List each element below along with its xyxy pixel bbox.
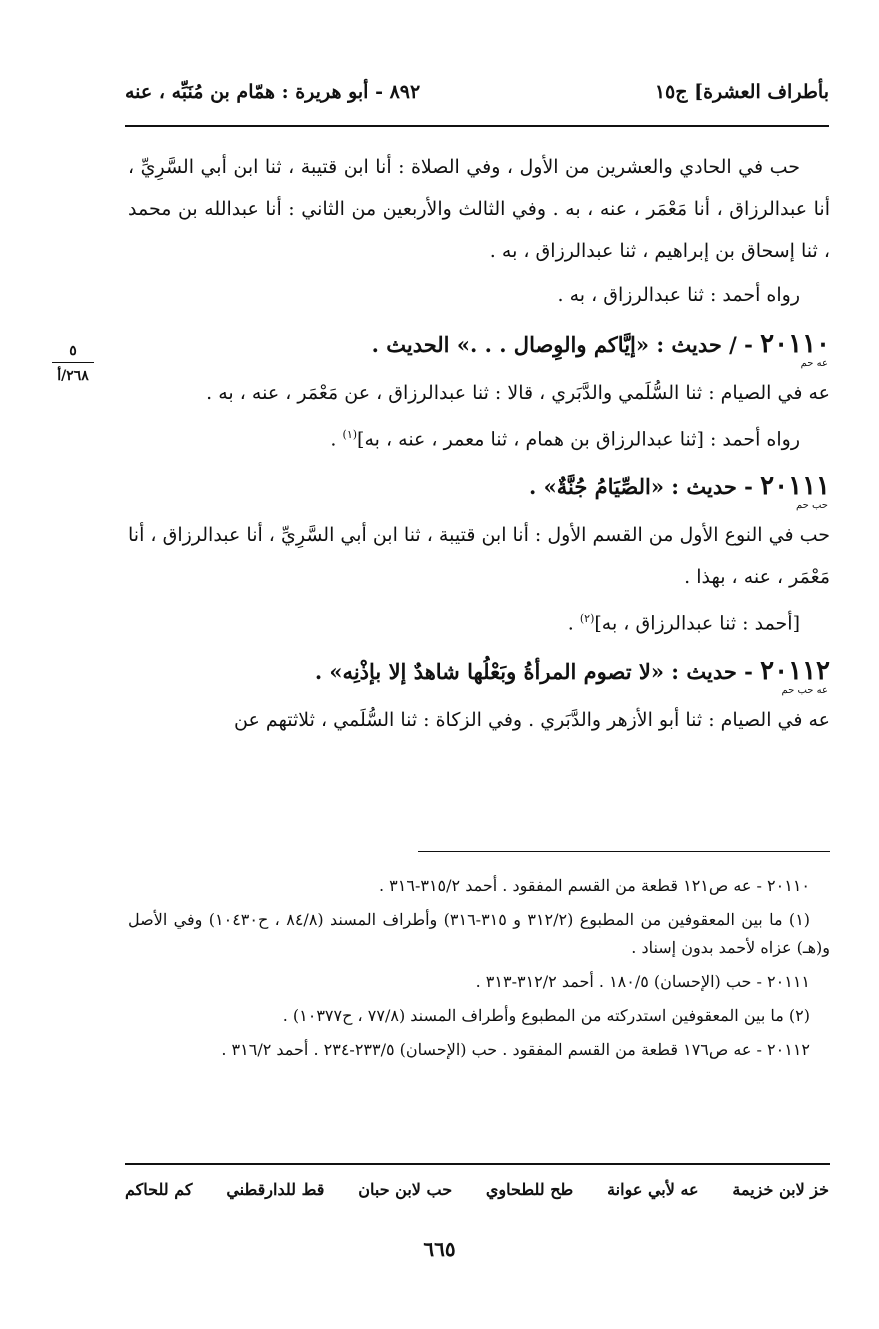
header-running-title: ٨٩٢ - أبو هريرة : همّام بن مُنَبِّه ، عنه [125, 81, 421, 103]
paragraph: حب في النوع الأول من القسم الأول : أنا ابن قتيبة ، ثنا ابن أبي السَّرِيِّ ، أنا عبدالرزاق ، أنا مَعْمَر ، عنه ، بهذا . [128, 524, 830, 589]
main-text [128, 146, 830, 741]
paragraph: [أحمد : ثنا عبدالرزاق ، به]$^{(٢)}$ . [567, 612, 800, 635]
paragraph: رواه أحمد : ثنا عبدالرزاق ، به . [557, 284, 800, 306]
hadith-symbols: عه حب حم [781, 684, 828, 696]
hadith-number: ٢٠١١٠ عه حم [760, 329, 830, 369]
margin-note-line [52, 362, 94, 363]
hadith-symbols: حب حم [795, 500, 828, 512]
footnote: (٢) ما بين المعقوفين استدركته من المطبوع وأطراف المسند (٧٧/٨ ، ح١٠٣٧٧) . [282, 1006, 810, 1025]
hadith-title: - / حديث : «إيَّاكم والوِصال . . .» الحديث . [371, 332, 761, 357]
paragraph: عه في الصيام : ثنا السُّلَمي والدَّبَري ، قالا : ثنا عبدالرزاق ، عن مَعْمَر ، عنه ، به . [206, 382, 830, 404]
footnote: ٢٠١١٠ - عه ص١٢١ قطعة من القسم المفقود . أحمد ٣١٥/٢-٣١٦ . [379, 876, 810, 895]
hadith-heading [128, 466, 830, 514]
footnote: ٢٠١١٢ - عه ص١٧٦ قطعة من القسم المفقود . حب (الإحسان) ٢٣٣/٥-٢٣٤ . أحمد ٣١٦/٢ . [221, 1040, 810, 1059]
hadith-title: - حديث : «الصِّيَامُ جُنَّةٌ» . [529, 474, 761, 500]
hadith-heading [128, 651, 830, 699]
legend-item: خز لابن خزيمة [732, 1180, 829, 1199]
paragraph: عه في الصيام : ثنا أبو الأزهر والدَّبَري . وفي الزكاة : ثنا السُّلَمي ، ثلاثتهم عن [234, 708, 830, 731]
paragraph: حب في الحادي والعشرين من الأول ، وفي الصلاة : أنا ابن قتيبة ، ثنا ابن أبي السَّرِيِّ ، أنا عبدالرزاق ، أنا مَعْمَر ، عنه ، به . وفي الثالث والأربعين من الثاني : أنا عبدالله بن محمد ، ثنا إسحاق بن إبراهيم ، ثنا عبدالرزاق ، به . [128, 156, 830, 262]
hadith-heading [128, 324, 830, 372]
margin-note-reference: ٢٦٨/أ [57, 368, 89, 384]
footnotes [128, 872, 830, 1064]
footnote-separator [418, 851, 830, 852]
margin-note-number: ٥ [69, 343, 77, 359]
hadith-number: ٢٠١١٢ عه حب حم [760, 655, 830, 696]
legend-item: كم للحاكم [125, 1180, 193, 1199]
hadith-number: ٢٠١١١ حب حم [760, 471, 830, 512]
footnote: (١) ما بين المعقوفين من المطبوع (٣١٢/٢ و ٣١٥-٣١٦) وأطراف المسند (٨٤/٨ ، ح١٠٤٣٠) وفي الأصل و(هـ) عزاه لأحمد بدون إسناد . [128, 910, 830, 957]
hadith-symbols: عه حم [800, 358, 828, 369]
legend-item: حب لابن حبان [358, 1180, 453, 1199]
paragraph: رواه أحمد : [ثنا عبدالرزاق بن همام ، ثنا معمر ، عنه ، به]$^{(١)}$ . [330, 428, 800, 451]
footnote-ref: (١) [342, 428, 358, 441]
legend-rule [125, 1163, 830, 1165]
header-rule [125, 125, 829, 127]
footnote: ٢٠١١١ - حب (الإحسان) ١٨٠/٥ . أحمد ٣١٢/٢-٣١٣ . [475, 972, 810, 991]
footnote-ref: (٢) [579, 612, 595, 626]
legend-item: قط للدارقطني [226, 1180, 325, 1199]
page-number: ٦٦٥ [423, 1237, 456, 1261]
abbreviation-legend [125, 1180, 829, 1199]
hadith-title: - حديث : «لا تصوم المرأةُ وبَعْلُها شاهدٌ إلا بإذْنِه» . [314, 658, 761, 684]
header-book-title: بأطراف العشرة] ج١٥ [654, 81, 829, 103]
legend-item: عه لأبي عوانة [607, 1180, 699, 1199]
legend-item: طح للطحاوي [485, 1180, 574, 1199]
